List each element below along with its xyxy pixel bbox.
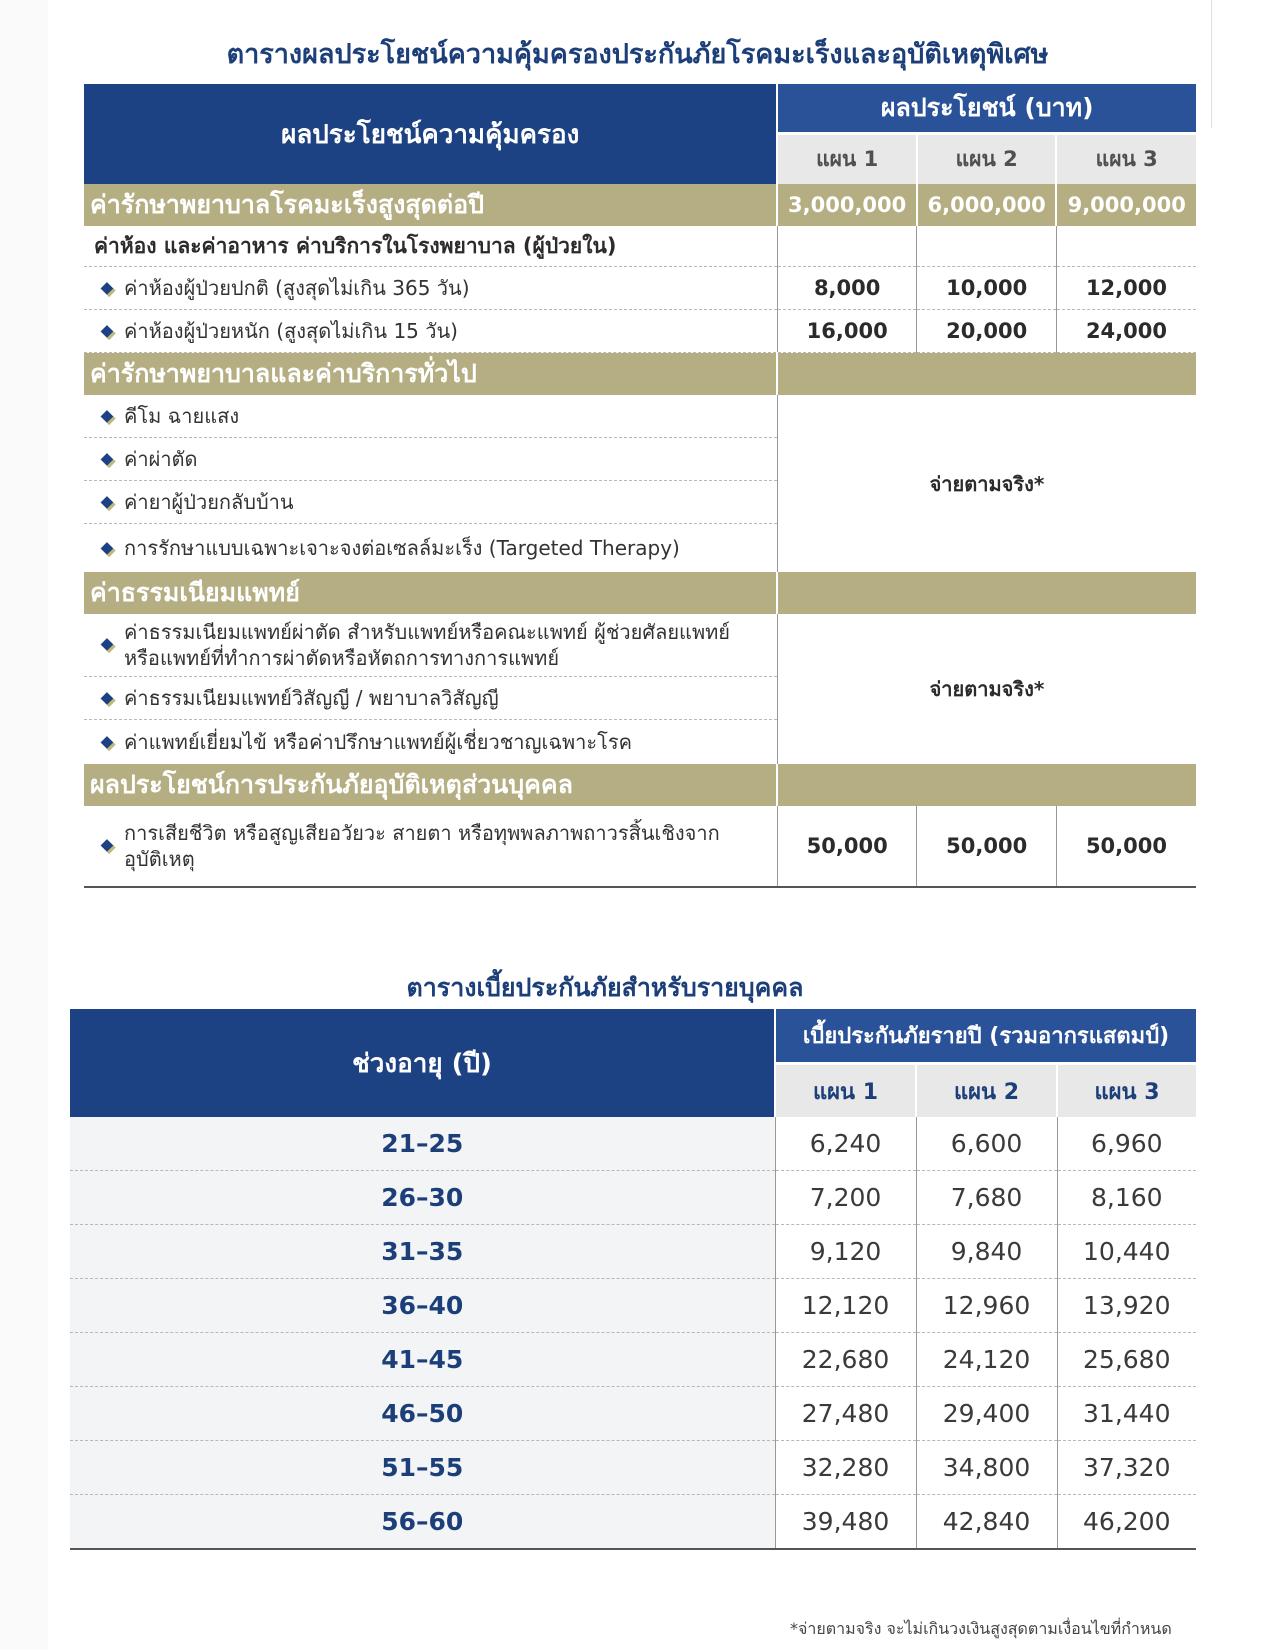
room-icu-plan-2: 20,000	[917, 310, 1057, 353]
section-general-treatment-row	[84, 353, 1196, 396]
section-doctor-fee-label: ค่าธรรมเนียมแพทย์	[84, 572, 777, 614]
doctor-item-row	[84, 614, 1196, 677]
premium-plan-2-value: 12,960	[916, 1279, 1057, 1333]
premium-plan-1-value: 7,200	[775, 1171, 916, 1225]
section-general-treatment-label: ค่ารักษาพยาบาลและค่าบริการทั่วไป	[84, 353, 777, 396]
premium-plan-2-value: 34,800	[916, 1441, 1057, 1495]
section-cancer-plan-1-value: 3,000,000	[777, 184, 917, 226]
premium-age-range: 51–55	[70, 1441, 775, 1495]
room-normal-plan-2: 10,000	[917, 267, 1057, 310]
benefits-table	[84, 84, 1196, 888]
doctor-actual-cost: จ่ายตามจริง*	[777, 614, 1196, 764]
premium-plan-1-header: แผน 1	[775, 1064, 916, 1118]
premium-row	[70, 1171, 1196, 1225]
room-icu-plan-3: 24,000	[1056, 310, 1196, 353]
premium-age-range: 46–50	[70, 1387, 775, 1441]
benefits-plan-2-header: แผน 2	[917, 133, 1057, 184]
footnote: *จ่ายตามจริง จะไม่เกินวงเงินสูงสุดตามเงื่อนไขที่กำหนด	[790, 1619, 1172, 1638]
section-cancer-treatment-label: ค่ารักษาพยาบาลโรคมะเร็งสูงสุดต่อปี	[84, 184, 777, 226]
room-item-icu	[84, 310, 777, 353]
room-item-row	[84, 267, 1196, 310]
premium-plan-2-value: 9,840	[916, 1225, 1057, 1279]
premium-plan-3-value: 25,680	[1057, 1333, 1196, 1387]
premium-age-range: 36–40	[70, 1279, 775, 1333]
accident-item-label: การเสียชีวิต หรือสูญเสียอวัยวะ สายตา หรือทุพพลภาพถาวรสิ้นเชิงจาก อุบัติเหตุ	[124, 821, 720, 871]
left-margin-shade	[0, 0, 48, 1650]
premium-rows	[70, 1117, 1196, 1549]
room-subheader-row	[84, 226, 1196, 267]
room-icu-plan-1: 16,000	[777, 310, 917, 353]
premium-header-right: เบี้ยประกันภัยรายปี (รวมอากรแสตมป์)	[775, 1009, 1196, 1064]
premium-plan-2-value: 24,120	[916, 1333, 1057, 1387]
premium-plan-2-header: แผน 2	[916, 1064, 1057, 1118]
room-item-normal	[84, 267, 777, 310]
premium-row	[70, 1117, 1196, 1171]
doctor-item-label: ค่าธรรมเนียมแพทย์ผ่าตัด สำหรับแพทย์หรือคณะแพทย์ ผู้ช่วยศัลยแพทย์ หรือแพทย์ที่ทำการผ่าตัดหรือหัตถการทางการแพทย์	[124, 620, 731, 670]
premium-row	[70, 1495, 1196, 1550]
benefits-header-right: ผลประโยชน์ (บาท)	[777, 84, 1196, 133]
premium-plan-3-value: 8,160	[1057, 1171, 1196, 1225]
premium-plan-3-value: 13,920	[1057, 1279, 1196, 1333]
premium-plan-3-value: 31,440	[1057, 1387, 1196, 1441]
benefits-plan-1-header: แผน 1	[777, 133, 917, 184]
premium-plan-1-value: 9,120	[775, 1225, 916, 1279]
premium-age-range: 31–35	[70, 1225, 775, 1279]
general-item-label: ค่าผ่าตัด	[124, 447, 198, 471]
section-accident-row	[84, 764, 1196, 806]
premium-age-range: 21–25	[70, 1117, 775, 1171]
premium-plan-2-value: 6,600	[916, 1117, 1057, 1171]
room-item-label: ค่าห้องผู้ป่วยหนัก (สูงสุดไม่เกิน 15 วัน)	[124, 319, 458, 343]
room-item-row	[84, 310, 1196, 353]
accident-item-row	[84, 806, 1196, 887]
accident-plan-3: 50,000	[1056, 806, 1196, 887]
premium-age-range: 41–45	[70, 1333, 775, 1387]
section-cancer-plan-2-value: 6,000,000	[917, 184, 1057, 226]
doctor-item-label: ค่าแพทย์เยี่ยมไข้ หรือค่าปรึกษาแพทย์ผู้เชี่ยวชาญเฉพาะโรค	[124, 730, 633, 754]
room-item-label: ค่าห้องผู้ป่วยปกติ (สูงสุดไม่เกิน 365 วัน)	[124, 276, 470, 300]
premium-plan-3-value: 10,440	[1057, 1225, 1196, 1279]
room-subheader: ค่าห้อง และค่าอาหาร ค่าบริการในโรงพยาบาล (ผู้ป่วยใน)	[84, 226, 777, 267]
diamond-bullet-icon	[101, 496, 116, 511]
premium-age-range: 26–30	[70, 1171, 775, 1225]
doctor-item-label: ค่าธรรมเนียมแพทย์วิสัญญี / พยาบาลวิสัญญี	[124, 686, 499, 710]
benefits-table-title: ตารางผลประโยชน์ความคุ้มครองประกันภัยโรคมะเร็งและอุบัติเหตุพิเศษ	[226, 39, 1049, 70]
premium-row	[70, 1387, 1196, 1441]
premium-row	[70, 1225, 1196, 1279]
general-item-row	[84, 395, 1196, 438]
diamond-bullet-icon	[101, 410, 116, 425]
room-normal-plan-1: 8,000	[777, 267, 917, 310]
premium-plan-1-value: 27,480	[775, 1387, 916, 1441]
accident-plan-1: 50,000	[777, 806, 917, 887]
premium-plan-3-value: 46,200	[1057, 1495, 1196, 1550]
diamond-bullet-icon	[101, 282, 116, 297]
diamond-bullet-icon	[101, 692, 116, 707]
premium-header-left: ช่วงอายุ (ปี)	[70, 1009, 775, 1117]
general-actual-cost: จ่ายตามจริง*	[777, 395, 1196, 572]
diamond-bullet-icon	[101, 325, 116, 340]
general-item-label: การรักษาแบบเฉพาะเจาะจงต่อเซลล์มะเร็ง (Targeted Therapy)	[124, 536, 680, 560]
premium-plan-1-value: 22,680	[775, 1333, 916, 1387]
premium-row	[70, 1441, 1196, 1495]
premium-plan-1-value: 12,120	[775, 1279, 916, 1333]
general-item-label: ค่ายาผู้ป่วยกลับบ้าน	[124, 490, 294, 514]
premium-plan-1-value: 39,480	[775, 1495, 916, 1550]
accident-plan-2: 50,000	[917, 806, 1057, 887]
benefits-plan-3-header: แผน 3	[1056, 133, 1196, 184]
premium-table	[70, 1009, 1196, 1550]
premium-plan-3-value: 37,320	[1057, 1441, 1196, 1495]
section-cancer-treatment-row	[84, 184, 1196, 226]
diamond-bullet-icon	[101, 453, 116, 468]
premium-row	[70, 1279, 1196, 1333]
premium-table-title: ตารางเบี้ยประกันภัยสำหรับรายบุคคล	[406, 973, 804, 1002]
premium-plan-2-value: 7,680	[916, 1171, 1057, 1225]
premium-plan-2-value: 42,840	[916, 1495, 1057, 1550]
premium-age-range: 56–60	[70, 1495, 775, 1550]
section-accident-label: ผลประโยชน์การประกันภัยอุบัติเหตุส่วนบุคคล	[84, 764, 777, 806]
premium-plan-2-value: 29,400	[916, 1387, 1057, 1441]
premium-plan-1-value: 32,280	[775, 1441, 916, 1495]
diamond-bullet-icon	[101, 839, 116, 854]
diamond-bullet-icon	[101, 736, 116, 751]
premium-row	[70, 1333, 1196, 1387]
premium-plan-3-header: แผน 3	[1057, 1064, 1196, 1118]
benefits-header-left: ผลประโยชน์ความคุ้มครอง	[84, 84, 777, 184]
diamond-bullet-icon	[101, 542, 116, 557]
room-normal-plan-3: 12,000	[1056, 267, 1196, 310]
diamond-bullet-icon	[101, 638, 116, 653]
general-item-label: คีโม ฉายแสง	[124, 404, 240, 428]
premium-plan-1-value: 6,240	[775, 1117, 916, 1171]
section-cancer-plan-3-value: 9,000,000	[1056, 184, 1196, 226]
premium-plan-3-value: 6,960	[1057, 1117, 1196, 1171]
section-doctor-fee-row	[84, 572, 1196, 614]
